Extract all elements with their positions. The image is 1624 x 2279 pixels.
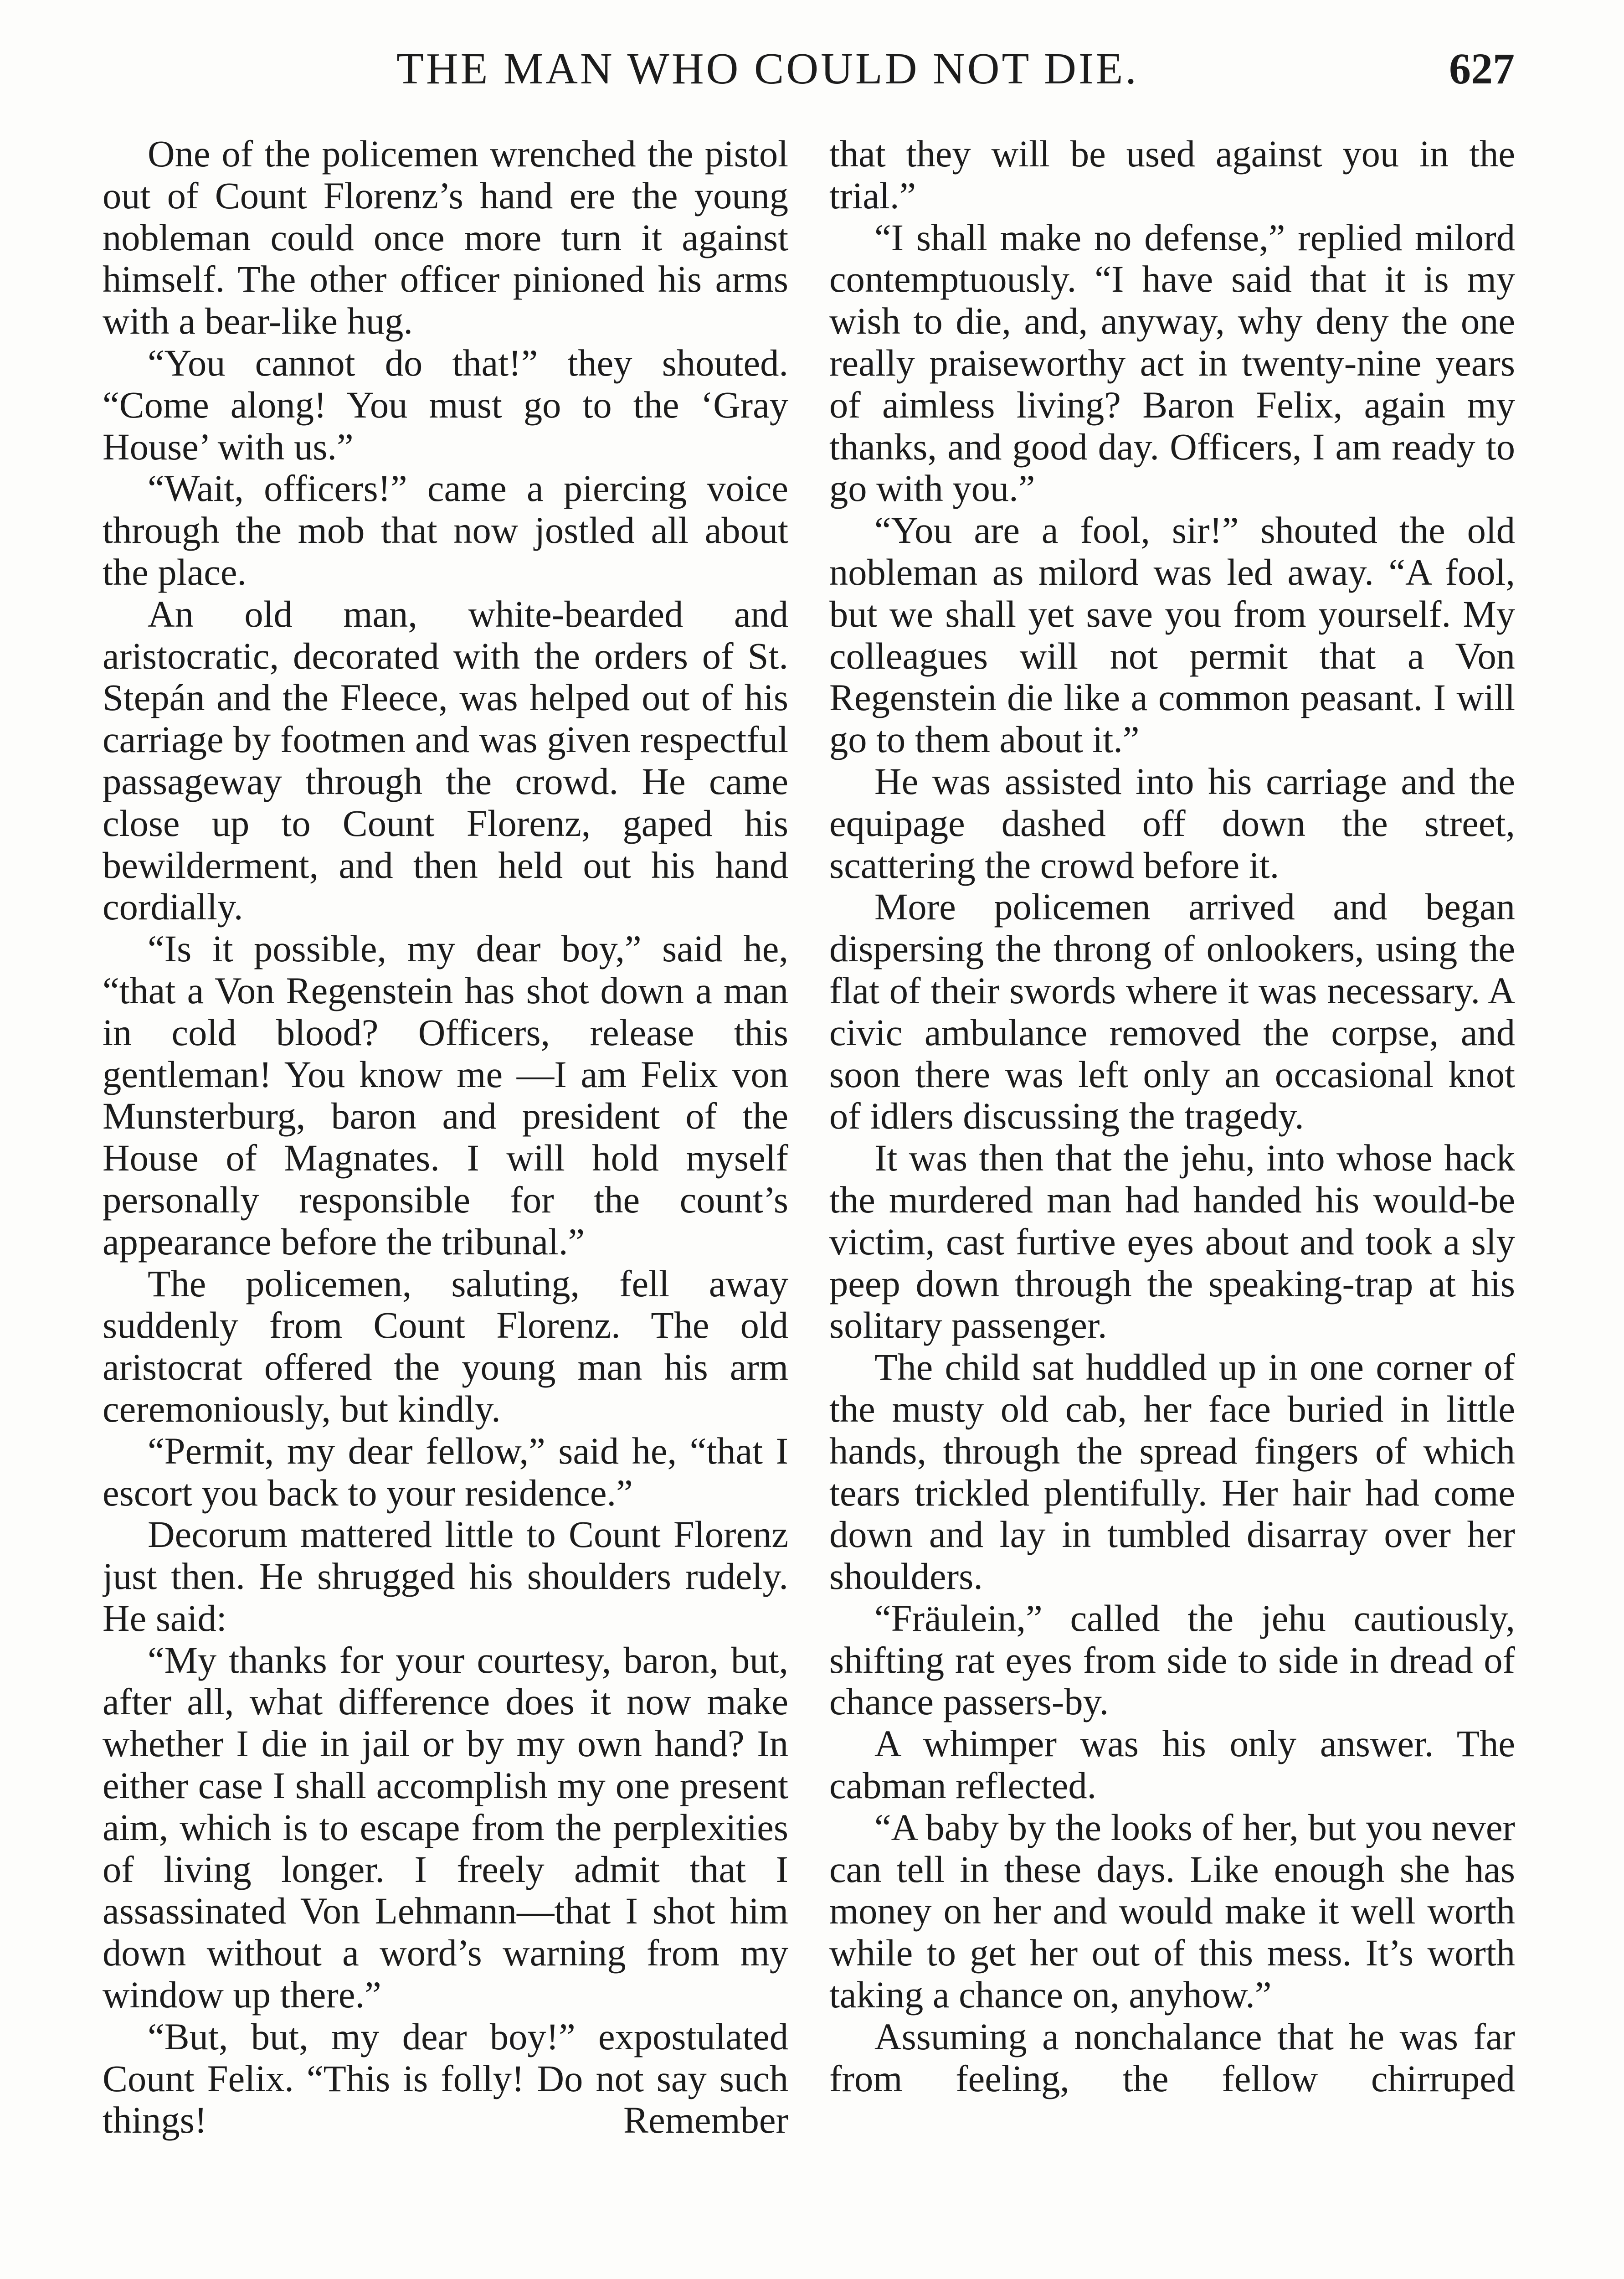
paragraph: An old man, white-bearded and aristocratic, decorated with the orders of St. Stepán and the Fleece, was helped out of his carriage by footmen and was given respectful passageway through the crowd. He came close up to Count Florenz, gaped his bewilderment, and then held out his hand cordially.: [103, 593, 788, 928]
left-column: [103, 133, 788, 2279]
paragraph: “Permit, my dear fellow,” said he, “that I escort you back to your residence.”: [103, 1429, 788, 1514]
paragraph: It was then that the jehu, into whose hack the murdered man had handed his would-be victim, cast furtive eyes about and took a sly peep down through the speaking-trap at his solitary passenger.: [829, 1137, 1515, 1346]
right-column: [829, 133, 1515, 2279]
paragraph: “You cannot do that!” they shouted. “Come along! You must go to the ‘Gray House’ with us.”: [103, 341, 788, 468]
paragraph: “Wait, officers!” came a piercing voice through the mob that now jostled all about the place.: [103, 467, 788, 593]
paragraph: A whimper was his only answer. The cabman reflected.: [829, 1722, 1515, 1807]
paragraph: More policemen arrived and began dispersing the throng of onlookers, using the flat of their swords where it was necessary. A civic ambulance removed the corpse, and soon there was left only an occasional knot of idlers discussing the tragedy.: [829, 886, 1515, 1137]
paragraph: “Is it possible, my dear boy,” said he, “that a Von Regenstein has shot down a man in cold blood? Officers, release this gentleman! You know me —I am Felix von Munsterburg, baron and president of the House of Magnates. I will hold myself personally responsible for the count’s appearance before the tribunal.”: [103, 928, 788, 1263]
paragraph: “But, but, my dear boy!” expostulated Count Felix. “This is folly! Do not say such things! Remember: [103, 2015, 788, 2141]
paragraph: “My thanks for your courtesy, baron, but, after all, what difference does it now make whether I die in jail or by my own hand? In either case I shall accomplish my one present aim, which is to escape from the perplexities of living longer. I freely admit that I assassinated Von Lehmann—that I shot him down without a word’s warning from my window up there.”: [103, 1639, 788, 2016]
paragraph: He was assisted into his carriage and the equipage dashed off down the street, scattering the crowd before it.: [829, 760, 1515, 886]
paragraph: Decorum mattered little to Count Florenz just then. He shrugged his shoulders rudely. He said:: [103, 1513, 788, 1639]
paragraph: “A baby by the looks of her, but you never can tell in these days. Like enough she has money on her and would make it well worth while to get her out of this mess. It’s worth taking a chance on, anyhow.”: [829, 1806, 1515, 2016]
paragraph: The policemen, saluting, fell away suddenly from Count Florenz. The old aristocrat offered the young man his arm ceremoniously, but kindly.: [103, 1262, 788, 1430]
paragraph: “You are a fool, sir!” shouted the old nobleman as milord was led away. “A fool, but we shall yet save you from yourself. My colleagues will not permit that a Von Regenstein die like a common peasant. I will go to them about it.”: [829, 509, 1515, 761]
paragraph: Assuming a nonchalance that he was far from feeling, the fellow chirruped: [829, 2015, 1515, 2099]
page-header: [0, 43, 1624, 116]
paragraph: “Fräulein,” called the jehu cautiously, shifting rat eyes from side to side in dread of chance passers-by.: [829, 1597, 1515, 1723]
page-number: 627: [1449, 44, 1515, 93]
paragraph: One of the policemen wrenched the pistol out of Count Florenz’s hand ere the young nobleman could once more turn it against himself. The other officer pinioned his arms with a bear-like hug.: [103, 133, 788, 342]
paragraph: that they will be used against you in the trial.”: [829, 133, 1515, 217]
paragraph: “I shall make no defense,” replied milord contemptuously. “I have said that it is my wish to die, and, anyway, why deny the one really praiseworthy act in twenty-nine years of aimless living? Baron Felix, again my thanks, and good day. Officers, I am ready to go with you.”: [829, 216, 1515, 510]
paragraph: The child sat huddled up in one corner of the musty old cab, her face buried in little hands, through the spread fingers of which tears trickled plentifully. Her hair had come down and lay in tumbled disarray over her shoulders.: [829, 1346, 1515, 1598]
running-title: THE MAN WHO COULD NOT DIE.: [396, 44, 1139, 93]
